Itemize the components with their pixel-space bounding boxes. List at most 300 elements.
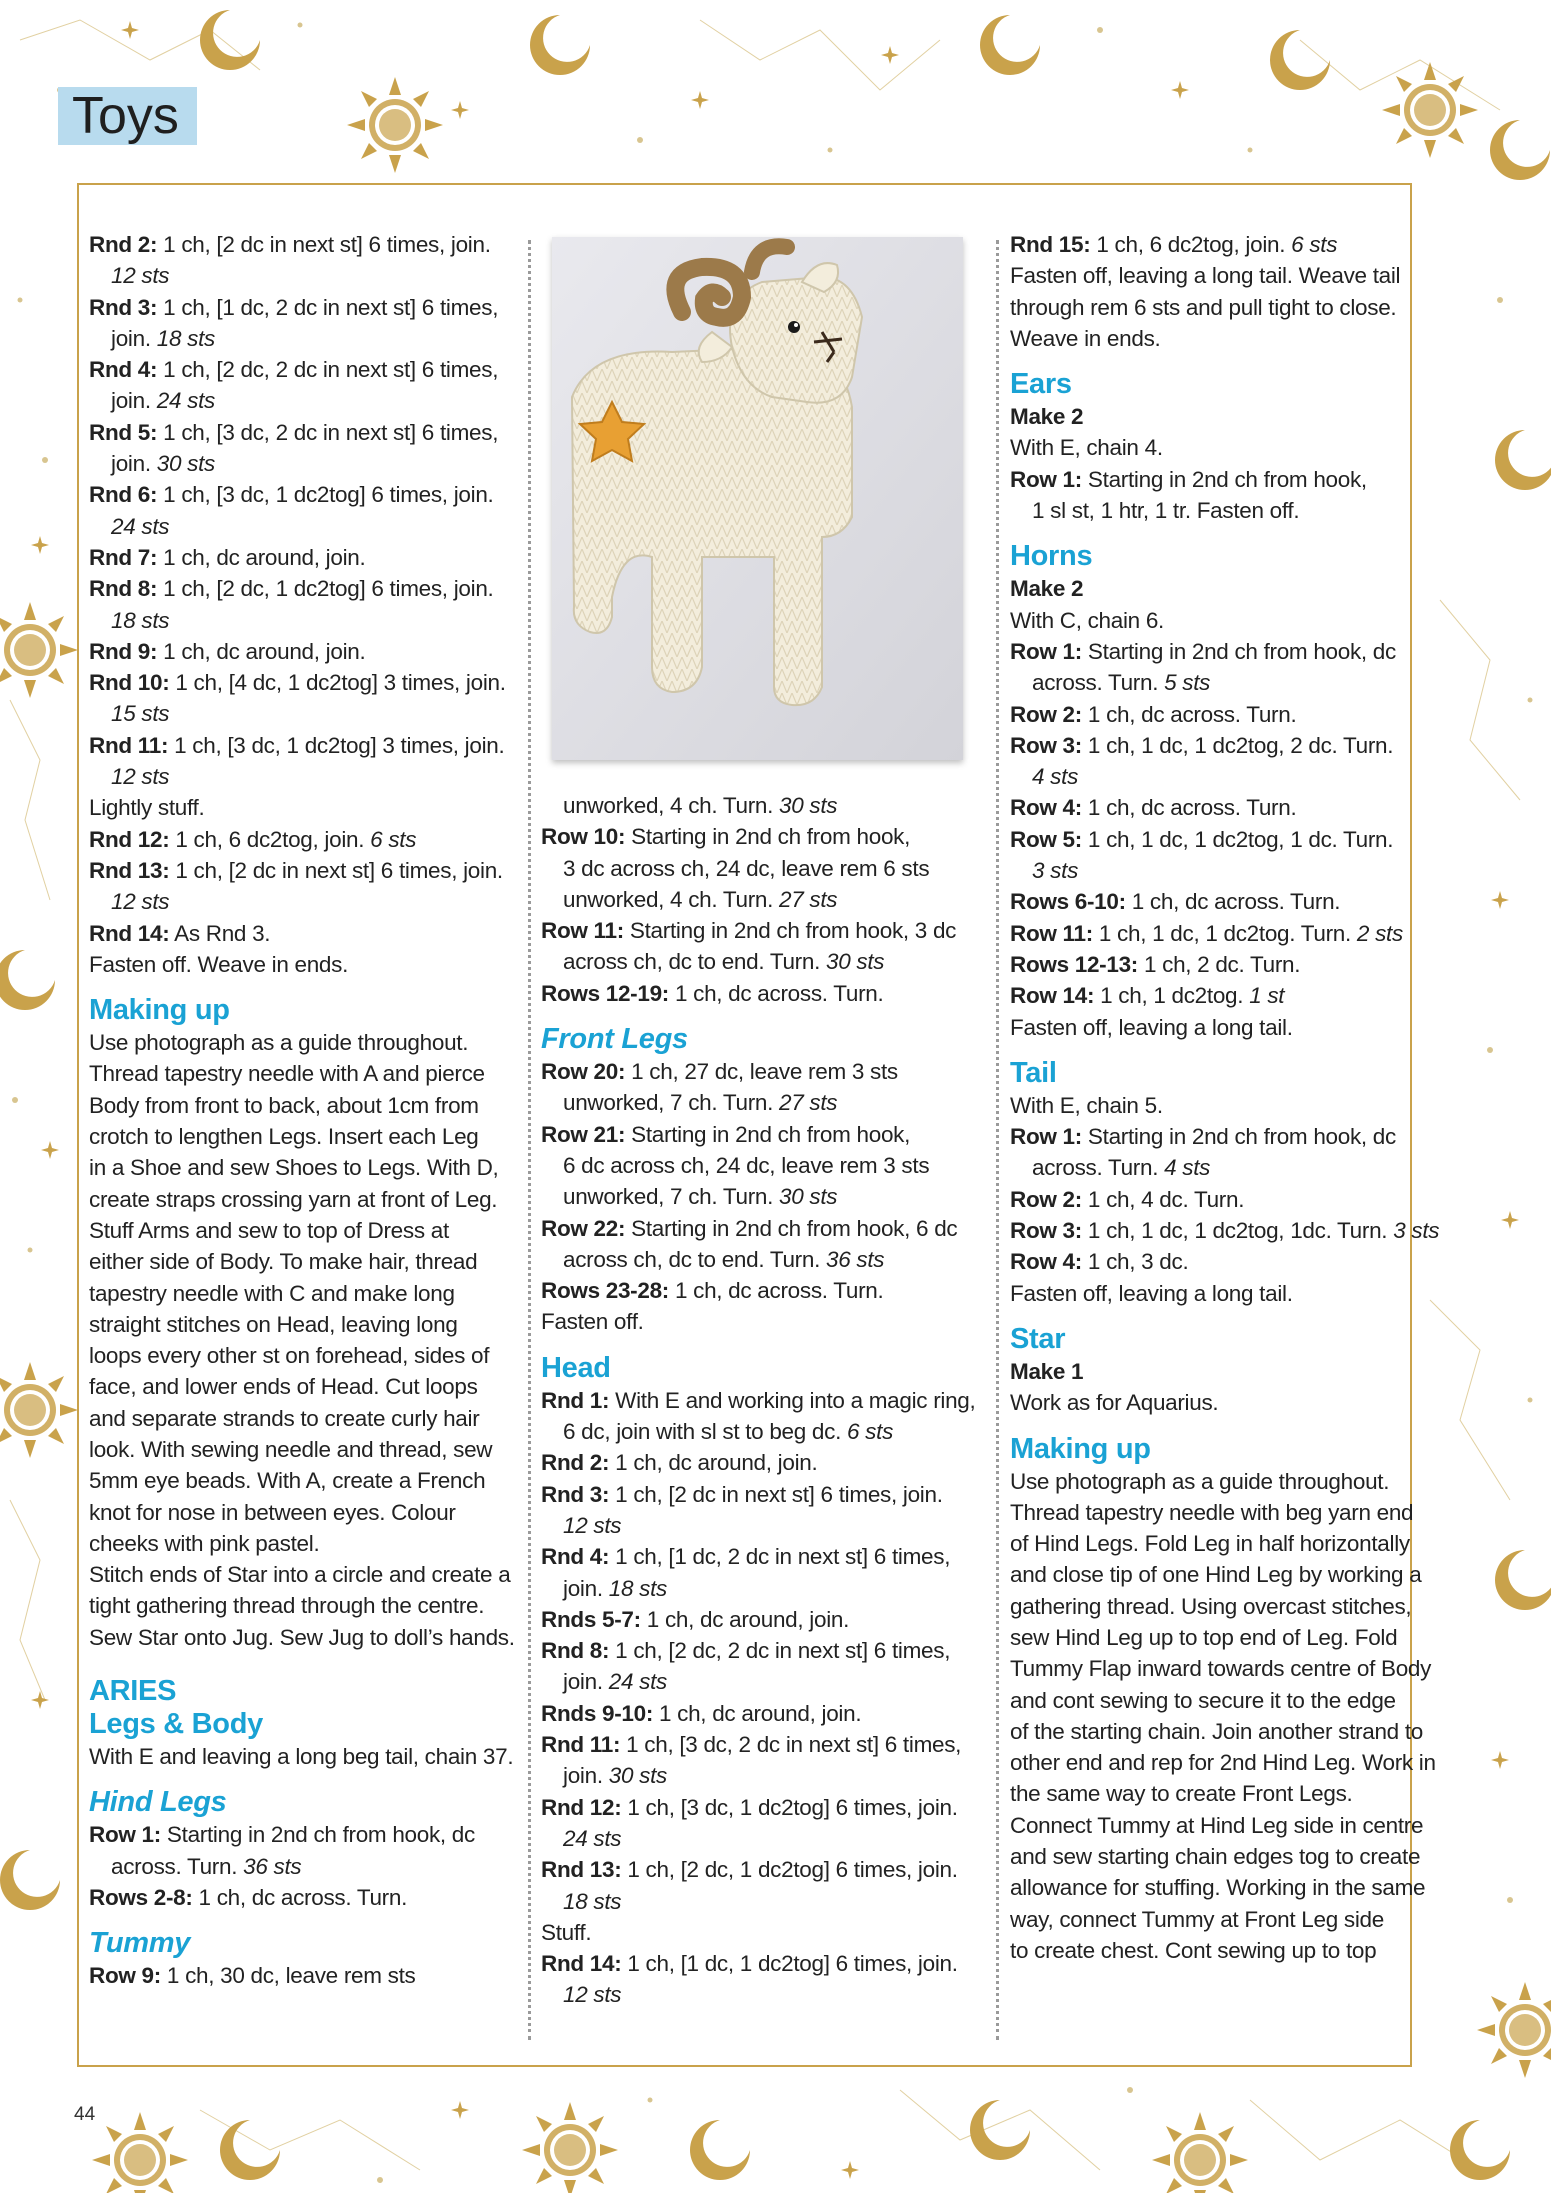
instruction-text: look. With sewing needle and thread, sew (89, 1436, 493, 1462)
stitch-count: 6 sts (370, 826, 417, 852)
stitch-count: 2 sts (1356, 920, 1403, 946)
instruction-line (541, 1056, 971, 1087)
instruction-text: 1 ch, [1 dc, 2 dc in next st] 6 times, (609, 1544, 951, 1570)
section-heading: Horns (1010, 540, 1093, 573)
instruction-line (541, 790, 971, 821)
row-label: Rnd 2: (89, 232, 158, 257)
row-label: Rnd 3: (541, 1481, 610, 1507)
instruction-text: Use photograph as a guide throughout. (1010, 1468, 1390, 1494)
instruction-text: Fasten off. (541, 1309, 644, 1335)
instruction-text: 1 ch, dc around, join. (157, 638, 366, 664)
row-label: Rnd 9: (89, 638, 158, 664)
instruction-line (1010, 1935, 1450, 1966)
instruction-text: 1 ch, dc around, join. (640, 1606, 850, 1632)
instruction-line (541, 1698, 971, 1729)
stitch-count: 30 sts (156, 451, 215, 477)
stitch-count: 18 sts (608, 1575, 667, 1601)
instruction-line (1010, 792, 1450, 823)
instruction-text: Starting in 2nd ch from hook, 6 dc (625, 1215, 958, 1241)
instruction-line (89, 949, 519, 980)
instruction-line (541, 1854, 971, 1885)
stitch-count: 4 sts (1164, 1155, 1211, 1181)
instruction-text: 1 ch, dc around, join. (609, 1450, 818, 1476)
instruction-line (89, 855, 519, 886)
instruction-line (89, 1434, 519, 1465)
instruction-line (1010, 260, 1450, 291)
stitch-count: 30 sts (608, 1763, 667, 1789)
row-label: Row 10: (541, 824, 626, 850)
instruction-text: Fasten off, leaving a long tail. Weave tail (1010, 263, 1401, 289)
instruction-line (1010, 1152, 1450, 1183)
instruction-text: across ch, dc to end. Turn. (563, 949, 826, 975)
instruction-line (1010, 1591, 1450, 1622)
instruction-text: 1 ch, [3 dc, 1 dc2tog] 6 times, join. (621, 1794, 958, 1820)
row-label: Rnd 4: (89, 357, 158, 383)
row-label: Row 22: (541, 1215, 626, 1241)
instruction-line (541, 1181, 971, 1212)
instruction-line (1010, 464, 1450, 495)
instruction-line (1010, 667, 1450, 698)
instruction-text: With E, chain 4. (1010, 435, 1163, 461)
instruction-text: 1 ch, 1 dc2tog. (1094, 983, 1250, 1009)
instruction-line (541, 915, 971, 946)
instruction-text: Starting in 2nd ch from hook, dc (1081, 1124, 1396, 1150)
row-label: Row 4: (1010, 1249, 1082, 1275)
instruction-line (541, 1087, 971, 1118)
stitch-count: 24 sts (563, 1825, 622, 1851)
instruction-text: 1 ch, [2 dc in next st] 6 times, join. (609, 1481, 943, 1507)
instruction-text: Weave in ends. (1010, 325, 1161, 351)
instruction-line (89, 730, 519, 761)
instruction-line (89, 448, 519, 479)
row-label: Rnd 11: (89, 732, 169, 758)
instruction-line (89, 698, 519, 729)
instruction-line (89, 1741, 519, 1772)
instruction-line (541, 1666, 971, 1697)
stitch-count: 18 sts (563, 1888, 622, 1914)
instruction-text: unworked, 7 ch. Turn. (563, 1184, 780, 1210)
stitch-count: 12 sts (563, 1982, 622, 2008)
stitch-count: 24 sts (111, 513, 170, 539)
instruction-text: 1 ch, [3 dc, 2 dc in next st] 6 times, (620, 1732, 962, 1758)
instruction-text: 1 ch, dc across. Turn. (192, 1884, 408, 1910)
instruction-line (1010, 1622, 1450, 1653)
instruction-text: of the starting chain. Join another strand to (1010, 1718, 1424, 1744)
instruction-line (1010, 229, 1450, 260)
section-tab: Toys (58, 87, 197, 145)
row-label: Rnd 14: (89, 920, 170, 946)
row-label: Rows 23-28: (541, 1278, 669, 1304)
instruction-line (541, 853, 971, 884)
row-label: Rnd 8: (541, 1638, 610, 1664)
instruction-text: cheeks with pink pastel. (89, 1530, 320, 1556)
instruction-line (541, 884, 971, 915)
instruction-line (1010, 573, 1450, 604)
instruction-line (89, 1121, 519, 1152)
instruction-line (89, 1497, 519, 1528)
instruction-text: 1 ch, dc across. Turn. (1081, 795, 1297, 821)
row-label: Rnd 15: (1010, 232, 1091, 257)
instruction-line (89, 886, 519, 917)
section-heading: Tummy (89, 1927, 191, 1960)
instruction-text: 3 dc across ch, 24 dc, leave rem 6 sts (563, 855, 930, 881)
instruction-line (89, 1371, 519, 1402)
row-label: Rows 6-10: (1010, 889, 1126, 915)
instruction-text: With E and working into a magic ring, (609, 1387, 976, 1413)
row-label: Make 1 (1010, 1358, 1084, 1384)
instruction-text: either side of Body. To make hair, thread (89, 1249, 478, 1275)
row-label: Rnd 8: (89, 576, 158, 602)
row-label: Row 9: (89, 1963, 161, 1989)
column-divider-2 (996, 240, 999, 2040)
row-label: Row 21: (541, 1121, 626, 1147)
instruction-line (1010, 1387, 1450, 1418)
instruction-line (541, 1416, 971, 1447)
row-label: Rnd 14: (541, 1951, 622, 1977)
instruction-text: Use photograph as a guide throughout. (89, 1030, 469, 1056)
row-label: Row 1: (1010, 638, 1082, 664)
section-heading: Star (1010, 1322, 1066, 1355)
instruction-text: create straps crossing yarn at front of Leg. (89, 1186, 498, 1212)
instruction-line (89, 292, 519, 323)
instruction-line (89, 479, 519, 510)
instruction-text: join. (111, 388, 157, 414)
instruction-text: 1 ch, 1 dc, 1 dc2tog, 1dc. Turn. (1081, 1218, 1394, 1244)
instruction-text: 1 ch, dc across. Turn. (669, 980, 884, 1006)
instruction-line (1010, 1121, 1450, 1152)
instruction-text: 6 dc, join with sl st to beg dc. (563, 1419, 847, 1445)
stitch-count: 12 sts (111, 764, 170, 790)
instruction-line (89, 1152, 519, 1183)
stitch-count: 24 sts (156, 388, 215, 414)
instruction-line (541, 1729, 971, 1760)
row-label: Row 5: (1010, 826, 1082, 852)
instruction-text: unworked, 7 ch. Turn. (563, 1090, 780, 1116)
stitch-count: 18 sts (156, 325, 215, 351)
instruction-text: 1 ch, 1 dc, 1 dc2tog. Turn. (1092, 920, 1357, 946)
instruction-text: 1 ch, [2 dc, 1 dc2tog] 6 times, join. (621, 1857, 958, 1883)
instruction-line (541, 1917, 971, 1948)
instruction-line (89, 1278, 519, 1309)
instruction-line (541, 1150, 971, 1181)
instruction-text: 1 ch, 30 dc, leave rem sts (160, 1963, 416, 1989)
instruction-line (541, 1541, 971, 1572)
instruction-line (1010, 1215, 1450, 1246)
instruction-text: way, connect Tummy at Front Leg side (1010, 1906, 1384, 1932)
instruction-text: 1 sl st, 1 htr, 1 tr. Fasten off. (1032, 498, 1300, 524)
instruction-text: 1 ch, 27 dc, leave rem 3 sts (625, 1059, 898, 1085)
instruction-text: Starting in 2nd ch from hook, dc (1081, 638, 1396, 664)
row-label: Row 3: (1010, 1218, 1082, 1244)
section-heading: Tail (1010, 1056, 1057, 1089)
section-heading: Making up (1010, 1432, 1151, 1465)
stitch-count: 3 sts (1032, 858, 1079, 884)
instruction-line (89, 1882, 519, 1913)
instruction-line (89, 542, 519, 573)
instruction-line (89, 667, 519, 698)
row-label: Make 2 (1010, 404, 1084, 430)
instruction-text: 1 ch, [3 dc, 2 dc in next st] 6 times, (157, 419, 499, 445)
instruction-line (541, 1385, 976, 1416)
stitch-count: 24 sts (608, 1669, 667, 1695)
instruction-text: 1 ch, 4 dc. Turn. (1081, 1186, 1245, 1212)
stitch-count: 12 sts (111, 263, 170, 289)
instruction-line (89, 1465, 519, 1496)
row-label: Row 1: (1010, 1124, 1082, 1150)
instruction-line (1010, 636, 1450, 667)
instruction-line (541, 1213, 971, 1244)
instruction-text: Fasten off, leaving a long tail. (1010, 1280, 1293, 1306)
row-label: Rnd 3: (89, 294, 158, 320)
instruction-text: loops every other st on forehead, sides of (89, 1343, 490, 1369)
instruction-line (1010, 824, 1450, 855)
instruction-text: 1 ch, [2 dc in next st] 6 times, join. (169, 857, 503, 883)
instruction-line (1010, 292, 1450, 323)
instruction-text: 1 ch, [3 dc, 1 dc2tog] 3 times, join. (168, 732, 505, 758)
instruction-line (1010, 1497, 1450, 1528)
instruction-text: Stitch ends of Star into a circle and create a (89, 1562, 511, 1588)
instruction-text: crotch to lengthen Legs. Insert each Leg (89, 1124, 479, 1150)
stitch-count: 18 sts (111, 607, 170, 633)
row-label: Rnd 2: (541, 1450, 610, 1476)
instruction-line (541, 1510, 971, 1541)
instruction-text: 1 ch, [1 dc, 2 dc in next st] 6 times, (157, 294, 499, 320)
stitch-count: 5 sts (1164, 670, 1211, 696)
stitch-count: 12 sts (111, 889, 170, 915)
instruction-line (89, 636, 519, 667)
instruction-line (1010, 1246, 1450, 1277)
stitch-count: 4 sts (1032, 764, 1079, 790)
instruction-line (541, 1479, 971, 1510)
stitch-count: 30 sts (779, 793, 838, 818)
instruction-text: sew Hind Leg up to top end of Leg. Fold (1010, 1624, 1398, 1650)
instruction-text: knot for nose in between eyes. Colour (89, 1499, 456, 1525)
instruction-line (541, 1119, 971, 1150)
stitch-count: 15 sts (111, 701, 170, 727)
instruction-text: Thread tapestry needle with A and pierce (89, 1061, 485, 1087)
instruction-text: join. (563, 1763, 609, 1789)
instruction-text: 1 ch, [1 dc, 1 dc2tog] 6 times, join. (621, 1951, 958, 1977)
instruction-text: allowance for stuffing. Working in the same (1010, 1875, 1426, 1901)
instruction-line (89, 385, 519, 416)
instruction-text: Connect Tummy at Hind Leg side in centre (1010, 1812, 1424, 1838)
instruction-line (1010, 1559, 1450, 1590)
instruction-line (1010, 605, 1450, 636)
instruction-text: and separate strands to create curly hair (89, 1405, 480, 1431)
stitch-count: 30 sts (779, 1184, 838, 1210)
instruction-line (89, 1184, 519, 1215)
instruction-text: Thread tapestry needle with beg yarn end (1010, 1499, 1414, 1525)
instruction-line (89, 1590, 519, 1621)
stitch-count: 30 sts (826, 949, 885, 975)
row-label: Rnds 9-10: (541, 1700, 654, 1726)
instruction-line (1010, 401, 1450, 432)
instruction-line (1010, 1466, 1450, 1497)
stitch-count: 27 sts (779, 886, 838, 912)
instruction-text: Work as for Aquarius. (1010, 1390, 1219, 1416)
column-2 (541, 790, 976, 2011)
instruction-line (541, 1635, 971, 1666)
instruction-text: 1 ch, 3 dc. (1081, 1249, 1189, 1275)
instruction-text: through rem 6 sts and pull tight to close. (1010, 294, 1397, 320)
row-label: Row 14: (1010, 983, 1095, 1009)
instruction-line (89, 1622, 519, 1653)
instruction-line (541, 1306, 971, 1337)
instruction-text: 1 ch, 6 dc2tog, join. (1090, 232, 1292, 257)
instruction-text: With E, chain 5. (1010, 1092, 1163, 1118)
instruction-text: 5mm eye beads. With A, create a French (89, 1468, 486, 1494)
instruction-text: join. (563, 1669, 609, 1695)
instruction-text: unworked, 4 ch. Turn. (563, 886, 780, 912)
instruction-line (541, 1823, 971, 1854)
instruction-text: and cont sewing to secure it to the edge (1010, 1687, 1396, 1713)
instruction-line (1010, 980, 1450, 1011)
instruction-text: Fasten off, leaving a long tail. (1010, 1014, 1293, 1040)
instruction-line (541, 1604, 971, 1635)
instruction-line (1010, 1653, 1450, 1684)
instruction-line (541, 1244, 971, 1275)
stitch-count: 27 sts (779, 1090, 838, 1116)
row-label: Rnd 11: (541, 1732, 621, 1758)
instruction-line (541, 1447, 971, 1478)
instruction-line (1010, 855, 1450, 886)
instruction-text: 1 ch, dc across. Turn. (1125, 889, 1341, 915)
instruction-text: 1 ch, dc around, join. (157, 544, 366, 570)
instruction-line (1010, 1685, 1450, 1716)
instruction-line (1010, 1810, 1450, 1841)
instruction-text: Starting in 2nd ch from hook, (625, 824, 911, 850)
instruction-text: With E and leaving a long beg tail, chain 37. (89, 1744, 514, 1770)
instruction-text: across ch, dc to end. Turn. (563, 1246, 826, 1272)
instruction-text: join. (563, 1575, 609, 1601)
instruction-text: Sew Star onto Jug. Sew Jug to doll’s hands. (89, 1624, 515, 1650)
instruction-line (89, 824, 519, 855)
row-label: Rnd 1: (541, 1387, 610, 1413)
instruction-text: across. Turn. (111, 1853, 244, 1879)
instruction-text: in a Shoe and sew Shoes to Legs. With D, (89, 1155, 499, 1181)
row-label: Rows 12-19: (541, 980, 669, 1006)
stitch-count: 1 st (1249, 983, 1285, 1009)
instruction-line (89, 1528, 519, 1559)
instruction-line (89, 1058, 519, 1089)
instruction-text: tight gathering thread through the centre. (89, 1593, 485, 1619)
row-label: Row 1: (89, 1822, 161, 1848)
instruction-line (89, 229, 519, 260)
instruction-text: Lightly stuff. (89, 795, 205, 821)
instruction-text: Starting in 2nd ch from hook, (1081, 466, 1367, 492)
row-label: Rnd 4: (541, 1544, 610, 1570)
instruction-text: Starting in 2nd ch from hook, 3 dc (623, 918, 957, 944)
instruction-text: gathering thread. Using overcast stitches, (1010, 1593, 1412, 1619)
instruction-line (89, 1403, 519, 1434)
page-number: 44 (74, 2104, 96, 2125)
instruction-line (89, 511, 519, 542)
section-heading: ARIES (89, 1675, 177, 1708)
section-heading: Ears (1010, 368, 1072, 401)
instruction-line (89, 260, 519, 291)
instruction-line (541, 1760, 971, 1791)
instruction-text: Stuff. (541, 1919, 592, 1945)
ram-toy-photo (552, 237, 963, 760)
row-label: Row 3: (1010, 732, 1082, 758)
row-label: Rnd 12: (89, 826, 170, 852)
instruction-line (541, 1792, 971, 1823)
instruction-line (1010, 1012, 1450, 1043)
instruction-line (1010, 1528, 1450, 1559)
section-heading: Hind Legs (89, 1786, 227, 1819)
instruction-line (1010, 1356, 1450, 1387)
stitch-count: 6 sts (847, 1419, 894, 1445)
instruction-text: 1 ch, [2 dc, 2 dc in next st] 6 times, (157, 357, 499, 383)
row-label: Row 1: (1010, 466, 1082, 492)
instruction-line (541, 1573, 971, 1604)
instruction-text: Body from front to back, about 1cm from (89, 1092, 479, 1118)
row-label: Row 20: (541, 1059, 626, 1085)
instruction-text: and sew starting chain edges tog to create (1010, 1844, 1421, 1870)
instruction-line (1010, 1090, 1450, 1121)
stitch-count: 6 sts (1291, 232, 1338, 257)
instruction-text: 1 ch, [3 dc, 1 dc2tog] 6 times, join. (157, 482, 494, 508)
instruction-text: across. Turn. (1032, 1155, 1165, 1181)
instruction-line (1010, 949, 1450, 980)
instruction-line (1010, 1872, 1450, 1903)
instruction-line (1010, 1716, 1450, 1747)
instruction-text: other end and rep for 2nd Hind Leg. Work in (1010, 1750, 1436, 1776)
instruction-line (89, 1559, 519, 1590)
instruction-line (1010, 1278, 1450, 1309)
instruction-text: 1 ch, 1 dc, 1 dc2tog, 1 dc. Turn. (1081, 826, 1394, 852)
row-label: Rnd 6: (89, 482, 158, 508)
column-divider-1 (528, 240, 531, 2040)
row-label: Rnd 7: (89, 544, 158, 570)
instruction-line (1010, 1904, 1450, 1935)
instruction-line (1010, 699, 1450, 730)
instruction-line (89, 1215, 519, 1246)
instruction-text: 1 ch, 1 dc, 1 dc2tog, 2 dc. Turn. (1081, 732, 1394, 758)
instruction-text: 1 ch, [2 dc in next st] 6 times, join. (157, 232, 491, 257)
instruction-text: Starting in 2nd ch from hook, dc (160, 1822, 475, 1848)
column-1 (89, 229, 519, 1992)
instruction-line (89, 354, 519, 385)
instruction-line (541, 978, 971, 1009)
instruction-text: 1 ch, [2 dc, 2 dc in next st] 6 times, (609, 1638, 951, 1664)
row-label: Row 11: (1010, 920, 1093, 946)
row-label: Rnd 10: (89, 670, 170, 696)
instruction-line (89, 792, 519, 823)
instruction-text: face, and lower ends of Head. Cut loops (89, 1374, 478, 1400)
instruction-text: 1 ch, dc around, join. (653, 1700, 862, 1726)
instruction-line (541, 946, 971, 977)
instruction-text: and close tip of one Hind Leg by working a (1010, 1562, 1422, 1588)
stitch-count: 36 sts (243, 1853, 302, 1879)
instruction-text: 6 dc across ch, 24 dc, leave rem 3 sts (563, 1152, 930, 1178)
instruction-text: straight stitches on Head, leaving long (89, 1311, 458, 1337)
instruction-text: Tummy Flap inward towards centre of Body (1010, 1656, 1432, 1682)
row-label: Row 4: (1010, 795, 1082, 821)
instruction-line (541, 1979, 971, 2010)
instruction-line (1010, 1778, 1450, 1809)
instruction-text: across. Turn. (1032, 670, 1165, 696)
instruction-line (1010, 323, 1450, 354)
instruction-line (541, 1886, 971, 1917)
column-3 (1010, 229, 1450, 1966)
instruction-line (1010, 1747, 1450, 1778)
instruction-line (89, 761, 519, 792)
instruction-text: Stuff Arms and sew to top of Dress at (89, 1217, 449, 1243)
instruction-line (541, 821, 971, 852)
instruction-text: unworked, 4 ch. Turn. (563, 793, 780, 818)
row-label: Rows 2-8: (89, 1884, 193, 1910)
